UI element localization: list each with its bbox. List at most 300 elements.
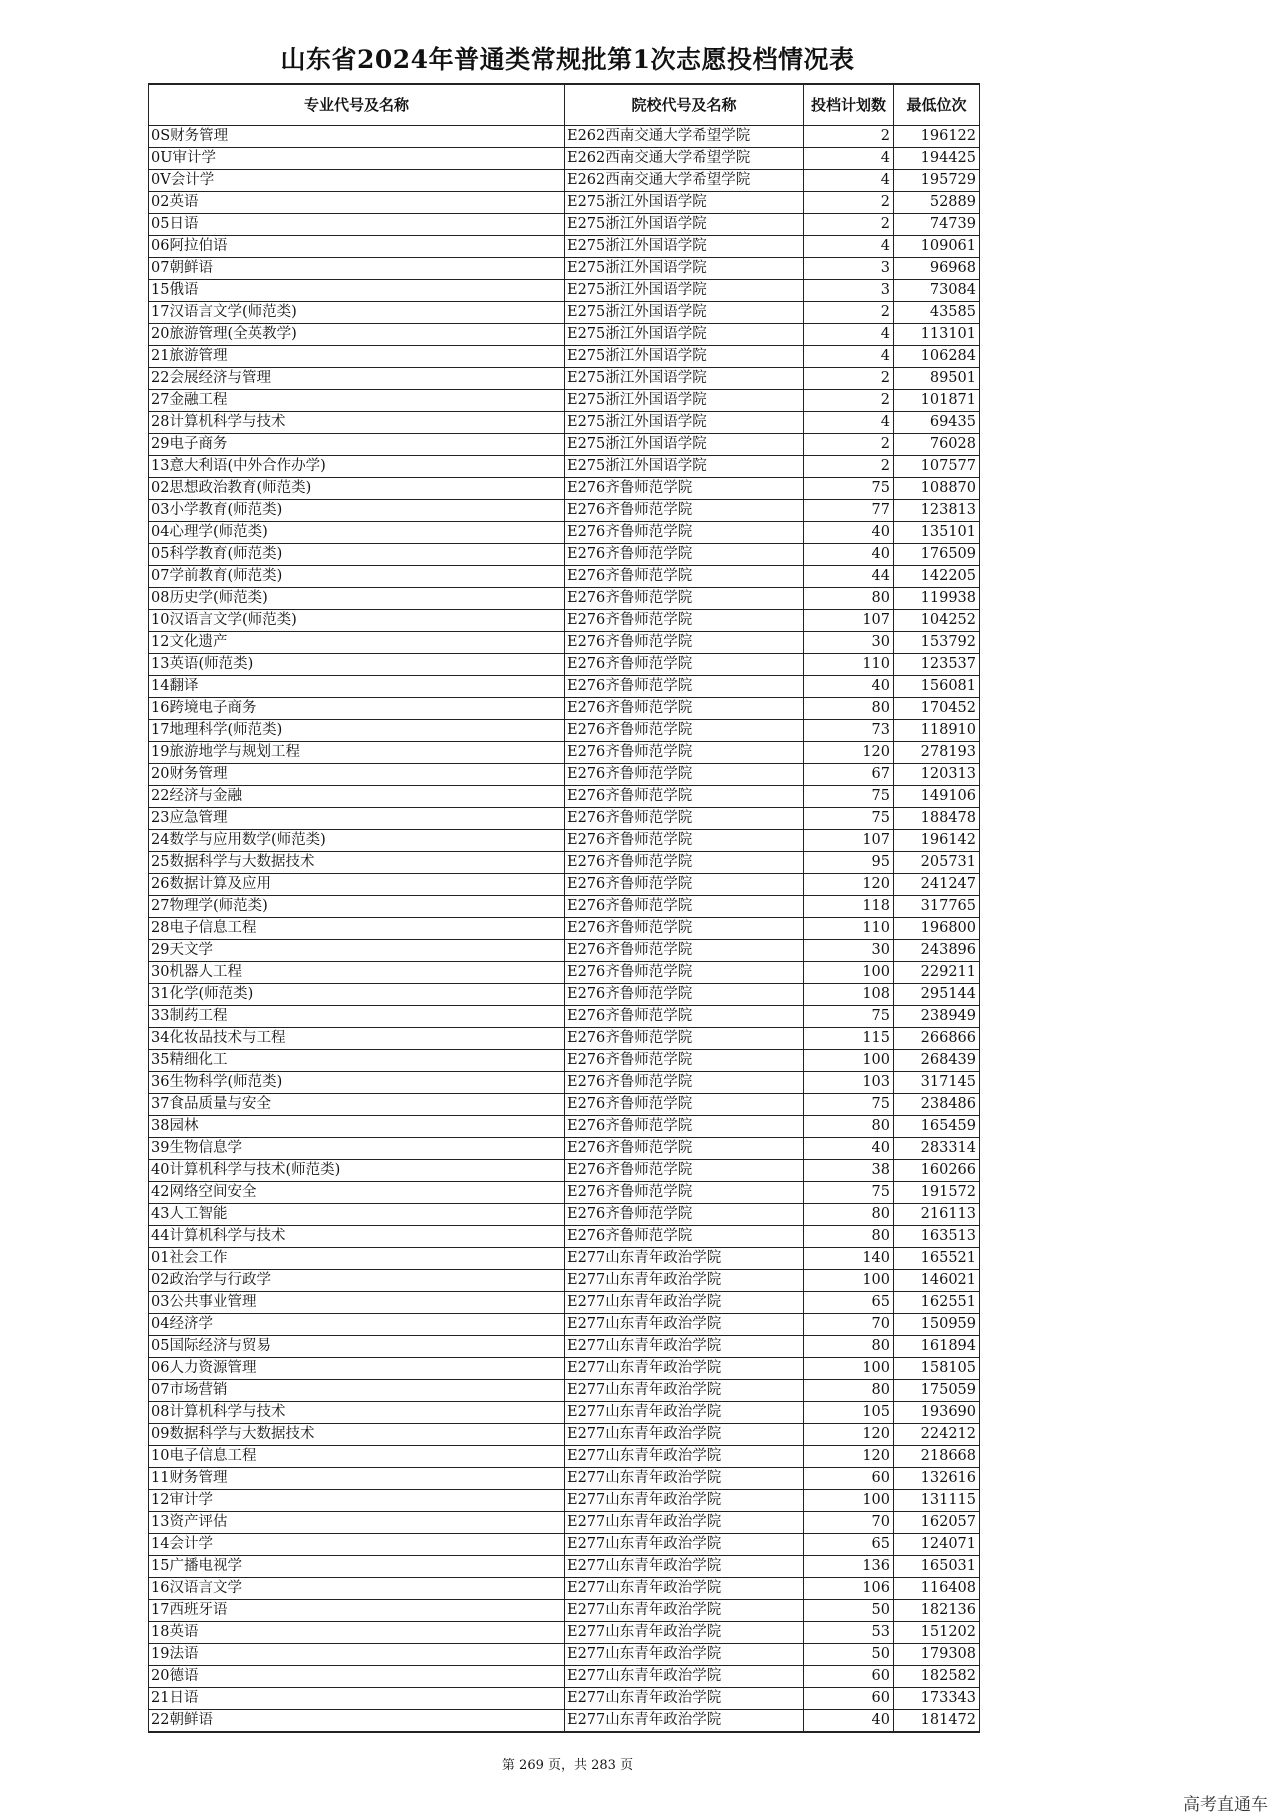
table-row [149,852,980,874]
table-row [149,610,980,632]
major-cell: 20德语 [149,1666,565,1688]
admission-table [148,83,980,1733]
school-cell: E275浙江外国语学院 [565,412,804,434]
plan-cell: 95 [804,852,894,874]
school-cell: E276齐鲁师范学院 [565,1050,804,1072]
major-cell: 17西班牙语 [149,1600,565,1622]
plan-cell: 105 [804,1402,894,1424]
school-cell: E275浙江外国语学院 [565,324,804,346]
major-cell: 02政治学与行政学 [149,1270,565,1292]
table-row [149,1072,980,1094]
table-row [149,1116,980,1138]
school-cell: E276齐鲁师范学院 [565,984,804,1006]
school-cell: E277山东青年政治学院 [565,1270,804,1292]
page-footer: 第 269 页，共 283 页 [501,1758,634,1773]
rank-cell: 181472 [894,1710,980,1733]
rank-cell: 165459 [894,1116,980,1138]
major-cell: 02思想政治教育(师范类) [149,478,565,500]
major-cell: 19旅游地学与规划工程 [149,742,565,764]
plan-cell: 3 [804,280,894,302]
table-row [149,346,980,368]
plan-cell: 75 [804,808,894,830]
school-cell: E277山东青年政治学院 [565,1710,804,1733]
plan-cell: 2 [804,214,894,236]
major-cell: 39生物信息学 [149,1138,565,1160]
major-cell: 03小学教育(师范类) [149,500,565,522]
rank-cell: 142205 [894,566,980,588]
plan-cell: 53 [804,1622,894,1644]
major-cell: 28计算机科学与技术 [149,412,565,434]
table-row [149,1512,980,1534]
major-cell: 12审计学 [149,1490,565,1512]
watermark: 高考直通车 [1183,1795,1268,1815]
school-cell: E276齐鲁师范学院 [565,522,804,544]
major-cell: 22经济与金融 [149,786,565,808]
school-cell: E276齐鲁师范学院 [565,1006,804,1028]
school-cell: E276齐鲁师范学院 [565,874,804,896]
school-cell: E276齐鲁师范学院 [565,1226,804,1248]
plan-cell: 67 [804,764,894,786]
rank-cell: 182582 [894,1666,980,1688]
plan-cell: 70 [804,1314,894,1336]
school-cell: E277山东青年政治学院 [565,1490,804,1512]
table-row [149,698,980,720]
plan-cell: 2 [804,456,894,478]
table-row [149,1138,980,1160]
plan-cell: 75 [804,478,894,500]
rank-cell: 218668 [894,1446,980,1468]
major-cell: 08计算机科学与技术 [149,1402,565,1424]
school-cell: E277山东青年政治学院 [565,1556,804,1578]
school-cell: E276齐鲁师范学院 [565,566,804,588]
rank-cell: 106284 [894,346,980,368]
major-cell: 16汉语言文学 [149,1578,565,1600]
school-cell: E277山东青年政治学院 [565,1688,804,1710]
plan-cell: 2 [804,302,894,324]
table-row [149,214,980,236]
rank-cell: 224212 [894,1424,980,1446]
major-cell: 01社会工作 [149,1248,565,1270]
plan-cell: 65 [804,1534,894,1556]
rank-cell: 196800 [894,918,980,940]
rank-cell: 107577 [894,456,980,478]
school-cell: E276齐鲁师范学院 [565,742,804,764]
table-row [149,1204,980,1226]
major-cell: 0V会计学 [149,170,565,192]
school-cell: E277山东青年政治学院 [565,1248,804,1270]
plan-cell: 75 [804,786,894,808]
major-cell: 17地理科学(师范类) [149,720,565,742]
table-row [149,456,980,478]
table-row [149,1468,980,1490]
rank-cell: 161894 [894,1336,980,1358]
table-row [149,126,980,148]
plan-cell: 30 [804,632,894,654]
school-cell: E277山东青年政治学院 [565,1402,804,1424]
table-row [149,1226,980,1248]
table-row [149,1490,980,1512]
plan-cell: 120 [804,742,894,764]
major-cell: 25数据科学与大数据技术 [149,852,565,874]
plan-cell: 75 [804,1094,894,1116]
major-cell: 12文化遗产 [149,632,565,654]
school-cell: E276齐鲁师范学院 [565,786,804,808]
plan-cell: 40 [804,522,894,544]
plan-cell: 100 [804,1270,894,1292]
rank-cell: 156081 [894,676,980,698]
plan-cell: 4 [804,148,894,170]
rank-cell: 175059 [894,1380,980,1402]
plan-cell: 110 [804,918,894,940]
school-cell: E276齐鲁师范学院 [565,764,804,786]
table-row [149,632,980,654]
major-cell: 19法语 [149,1644,565,1666]
school-cell: E275浙江外国语学院 [565,214,804,236]
plan-cell: 38 [804,1160,894,1182]
rank-cell: 182136 [894,1600,980,1622]
major-cell: 17汉语言文学(师范类) [149,302,565,324]
rank-cell: 229211 [894,962,980,984]
table-row [149,1688,980,1710]
school-cell: E276齐鲁师范学院 [565,544,804,566]
school-cell: E276齐鲁师范学院 [565,896,804,918]
school-cell: E262西南交通大学希望学院 [565,126,804,148]
school-cell: E275浙江外国语学院 [565,346,804,368]
rank-cell: 52889 [894,192,980,214]
major-cell: 0U审计学 [149,148,565,170]
school-cell: E275浙江外国语学院 [565,456,804,478]
table-row [149,830,980,852]
major-cell: 29电子商务 [149,434,565,456]
school-cell: E262西南交通大学希望学院 [565,170,804,192]
major-cell: 26数据计算及应用 [149,874,565,896]
school-cell: E276齐鲁师范学院 [565,830,804,852]
school-cell: E275浙江外国语学院 [565,368,804,390]
school-cell: E276齐鲁师范学院 [565,1072,804,1094]
school-cell: E276齐鲁师范学院 [565,1028,804,1050]
plan-cell: 100 [804,1050,894,1072]
rank-cell: 243896 [894,940,980,962]
school-cell: E277山东青年政治学院 [565,1468,804,1490]
plan-cell: 120 [804,874,894,896]
rank-cell: 132616 [894,1468,980,1490]
table-row [149,434,980,456]
table-row [149,742,980,764]
school-cell: E275浙江外国语学院 [565,302,804,324]
table-row [149,1534,980,1556]
major-cell: 05科学教育(师范类) [149,544,565,566]
table-row [149,1556,980,1578]
page-title: 山东省2024年普通类常规批第1次志愿投档情况表 [280,45,855,74]
major-cell: 22朝鲜语 [149,1710,565,1733]
table-row [149,1666,980,1688]
plan-cell: 2 [804,368,894,390]
table-row [149,1710,980,1733]
plan-cell: 4 [804,412,894,434]
table-row [149,786,980,808]
table-row [149,522,980,544]
major-cell: 14会计学 [149,1534,565,1556]
plan-cell: 50 [804,1644,894,1666]
major-cell: 43人工智能 [149,1204,565,1226]
school-cell: E277山东青年政治学院 [565,1314,804,1336]
major-cell: 15俄语 [149,280,565,302]
table-row [149,1270,980,1292]
plan-cell: 2 [804,126,894,148]
rank-cell: 123813 [894,500,980,522]
plan-cell: 2 [804,390,894,412]
rank-cell: 205731 [894,852,980,874]
table-row [149,1160,980,1182]
plan-cell: 75 [804,1182,894,1204]
table-row [149,412,980,434]
school-cell: E277山东青年政治学院 [565,1424,804,1446]
school-cell: E275浙江外国语学院 [565,280,804,302]
school-cell: E276齐鲁师范学院 [565,588,804,610]
table-row [149,258,980,280]
rank-cell: 162057 [894,1512,980,1534]
table-row [149,1050,980,1072]
table-row [149,896,980,918]
rank-cell: 150959 [894,1314,980,1336]
major-cell: 27物理学(师范类) [149,896,565,918]
major-cell: 14翻译 [149,676,565,698]
major-cell: 13资产评估 [149,1512,565,1534]
table-row [149,676,980,698]
school-cell: E276齐鲁师范学院 [565,1138,804,1160]
table-row [149,1446,980,1468]
school-cell: E276齐鲁师范学院 [565,610,804,632]
table-row [149,478,980,500]
school-cell: E276齐鲁师范学院 [565,918,804,940]
school-cell: E275浙江外国语学院 [565,192,804,214]
major-cell: 10电子信息工程 [149,1446,565,1468]
rank-cell: 173343 [894,1688,980,1710]
major-cell: 42网络空间安全 [149,1182,565,1204]
table-row [149,1622,980,1644]
plan-cell: 60 [804,1666,894,1688]
plan-cell: 120 [804,1446,894,1468]
plan-cell: 40 [804,544,894,566]
rank-cell: 268439 [894,1050,980,1072]
major-cell: 05日语 [149,214,565,236]
table-row [149,1600,980,1622]
plan-cell: 115 [804,1028,894,1050]
plan-cell: 4 [804,236,894,258]
rank-cell: 162551 [894,1292,980,1314]
rank-cell: 188478 [894,808,980,830]
rank-cell: 108870 [894,478,980,500]
rank-cell: 163513 [894,1226,980,1248]
rank-cell: 165521 [894,1248,980,1270]
rank-cell: 109061 [894,236,980,258]
rank-cell: 151202 [894,1622,980,1644]
rank-cell: 158105 [894,1358,980,1380]
school-cell: E276齐鲁师范学院 [565,940,804,962]
table-row [149,324,980,346]
rank-cell: 153792 [894,632,980,654]
table-row [149,984,980,1006]
table-row [149,940,980,962]
school-cell: E275浙江外国语学院 [565,258,804,280]
table-header-row [149,84,980,126]
table-row [149,500,980,522]
rank-cell: 165031 [894,1556,980,1578]
rank-cell: 113101 [894,324,980,346]
major-cell: 40计算机科学与技术(师范类) [149,1160,565,1182]
rank-cell: 104252 [894,610,980,632]
table-row [149,1336,980,1358]
plan-cell: 30 [804,940,894,962]
major-cell: 06阿拉伯语 [149,236,565,258]
rank-cell: 149106 [894,786,980,808]
header-plan: 投档计划数 [804,84,894,126]
major-cell: 06人力资源管理 [149,1358,565,1380]
plan-cell: 140 [804,1248,894,1270]
rank-cell: 118910 [894,720,980,742]
rank-cell: 74739 [894,214,980,236]
major-cell: 05国际经济与贸易 [149,1336,565,1358]
plan-cell: 80 [804,1116,894,1138]
rank-cell: 238949 [894,1006,980,1028]
rank-cell: 89501 [894,368,980,390]
plan-cell: 107 [804,830,894,852]
major-cell: 36生物科学(师范类) [149,1072,565,1094]
table-row [149,236,980,258]
major-cell: 08历史学(师范类) [149,588,565,610]
major-cell: 37食品质量与安全 [149,1094,565,1116]
rank-cell: 194425 [894,148,980,170]
table-row [149,390,980,412]
major-cell: 31化学(师范类) [149,984,565,1006]
school-cell: E277山东青年政治学院 [565,1666,804,1688]
plan-cell: 40 [804,676,894,698]
plan-cell: 118 [804,896,894,918]
plan-cell: 80 [804,1380,894,1402]
major-cell: 15广播电视学 [149,1556,565,1578]
school-cell: E276齐鲁师范学院 [565,720,804,742]
plan-cell: 100 [804,1358,894,1380]
major-cell: 30机器人工程 [149,962,565,984]
rank-cell: 278193 [894,742,980,764]
plan-cell: 73 [804,720,894,742]
major-cell: 24数学与应用数学(师范类) [149,830,565,852]
table-row [149,1028,980,1050]
rank-cell: 176509 [894,544,980,566]
major-cell: 20财务管理 [149,764,565,786]
header-rank: 最低位次 [894,84,980,126]
plan-cell: 4 [804,170,894,192]
school-cell: E277山东青年政治学院 [565,1380,804,1402]
school-cell: E276齐鲁师范学院 [565,632,804,654]
school-cell: E275浙江外国语学院 [565,434,804,456]
plan-cell: 44 [804,566,894,588]
school-cell: E276齐鲁师范学院 [565,1094,804,1116]
plan-cell: 100 [804,1490,894,1512]
school-cell: E277山东青年政治学院 [565,1622,804,1644]
plan-cell: 65 [804,1292,894,1314]
table-row [149,280,980,302]
table-row [149,1094,980,1116]
rank-cell: 101871 [894,390,980,412]
table-row [149,1292,980,1314]
school-cell: E276齐鲁师范学院 [565,676,804,698]
table-row [149,1182,980,1204]
rank-cell: 170452 [894,698,980,720]
table-row [149,170,980,192]
school-cell: E277山东青年政治学院 [565,1534,804,1556]
school-cell: E276齐鲁师范学院 [565,808,804,830]
plan-cell: 40 [804,1138,894,1160]
school-cell: E275浙江外国语学院 [565,390,804,412]
major-cell: 02英语 [149,192,565,214]
major-cell: 22会展经济与管理 [149,368,565,390]
plan-cell: 80 [804,698,894,720]
header-major: 专业代号及名称 [149,84,565,126]
plan-cell: 136 [804,1556,894,1578]
plan-cell: 80 [804,1336,894,1358]
plan-cell: 75 [804,1006,894,1028]
major-cell: 21旅游管理 [149,346,565,368]
major-cell: 33制药工程 [149,1006,565,1028]
table-row [149,1358,980,1380]
plan-cell: 50 [804,1600,894,1622]
table-row [149,1644,980,1666]
major-cell: 38园林 [149,1116,565,1138]
table-row [149,764,980,786]
school-cell: E276齐鲁师范学院 [565,1160,804,1182]
table-row [149,962,980,984]
table-row [149,1402,980,1424]
rank-cell: 266866 [894,1028,980,1050]
major-cell: 18英语 [149,1622,565,1644]
school-cell: E277山东青年政治学院 [565,1512,804,1534]
table-row [149,1314,980,1336]
plan-cell: 110 [804,654,894,676]
table-row [149,808,980,830]
major-cell: 34化妆品技术与工程 [149,1028,565,1050]
school-cell: E277山东青年政治学院 [565,1600,804,1622]
major-cell: 07市场营销 [149,1380,565,1402]
school-cell: E277山东青年政治学院 [565,1644,804,1666]
rank-cell: 317145 [894,1072,980,1094]
plan-cell: 80 [804,1204,894,1226]
plan-cell: 60 [804,1468,894,1490]
plan-cell: 3 [804,258,894,280]
table-row [149,1006,980,1028]
plan-cell: 80 [804,1226,894,1248]
major-cell: 07学前教育(师范类) [149,566,565,588]
rank-cell: 96968 [894,258,980,280]
major-cell: 23应急管理 [149,808,565,830]
major-cell: 20旅游管理(全英教学) [149,324,565,346]
school-cell: E277山东青年政治学院 [565,1336,804,1358]
table-row [149,874,980,896]
major-cell: 16跨境电子商务 [149,698,565,720]
major-cell: 27金融工程 [149,390,565,412]
rank-cell: 191572 [894,1182,980,1204]
plan-cell: 4 [804,324,894,346]
table-row [149,302,980,324]
plan-cell: 103 [804,1072,894,1094]
rank-cell: 146021 [894,1270,980,1292]
rank-cell: 317765 [894,896,980,918]
school-cell: E276齐鲁师范学院 [565,478,804,500]
table-row [149,1248,980,1270]
rank-cell: 216113 [894,1204,980,1226]
rank-cell: 135101 [894,522,980,544]
table-row [149,588,980,610]
